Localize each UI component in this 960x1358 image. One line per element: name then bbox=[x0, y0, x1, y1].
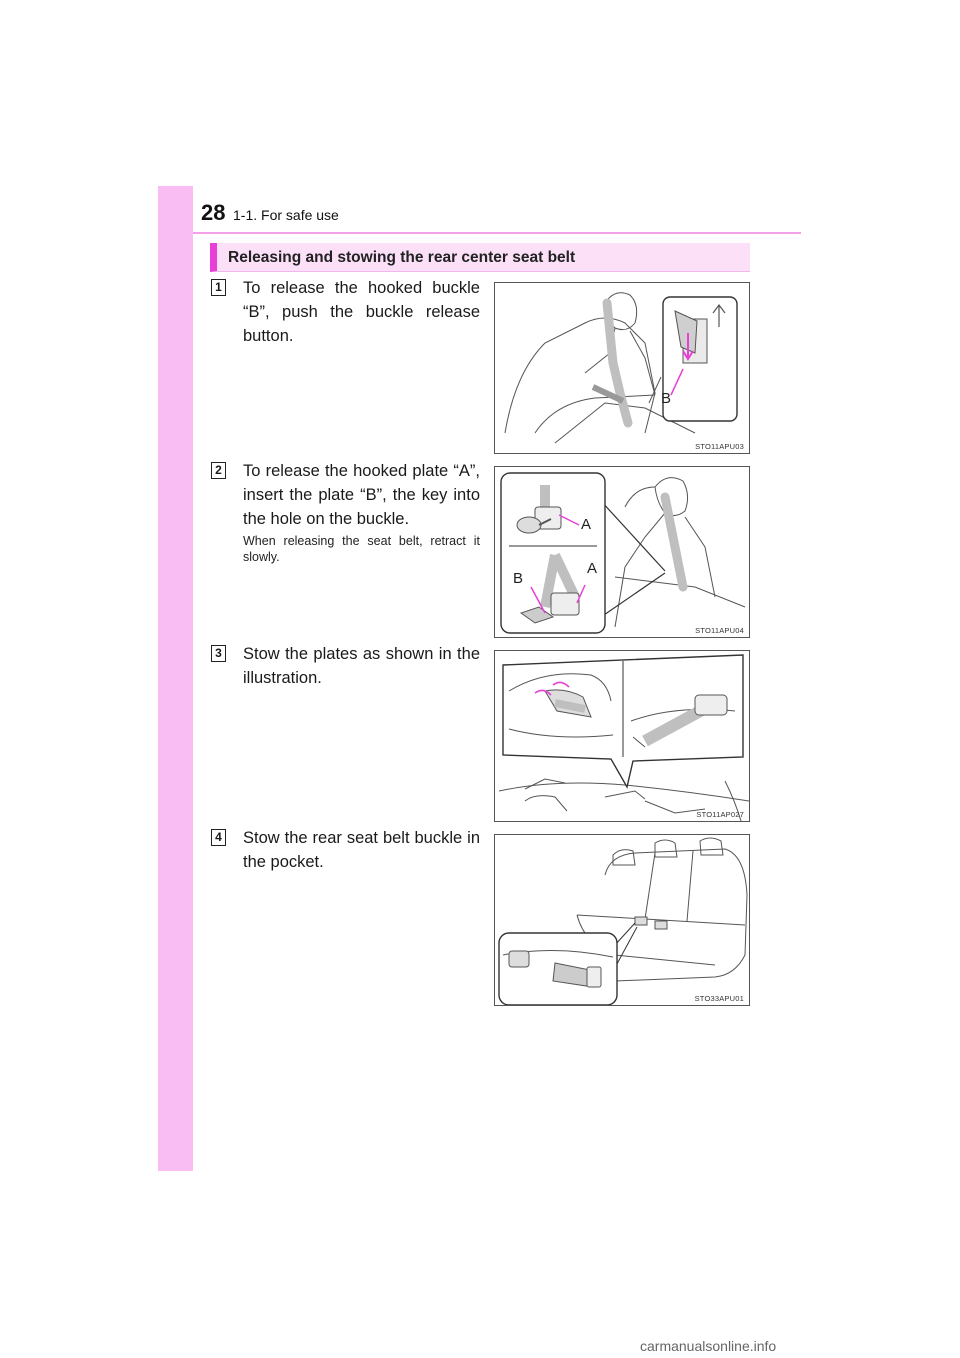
step-text-4: Stow the rear seat belt buckle in the pocket. bbox=[243, 829, 480, 871]
figure-label-a-top: A bbox=[581, 516, 592, 533]
section-title-bar bbox=[210, 243, 750, 272]
figure-release-buckle bbox=[494, 282, 750, 454]
figure-label-b: B bbox=[513, 570, 524, 587]
rear-seat-pocket-illustration bbox=[495, 835, 750, 1006]
figure-stow-buckle bbox=[494, 834, 750, 1006]
page-number: 28 bbox=[201, 200, 226, 225]
step-text-3: Stow the plates as shown in the illustration. bbox=[243, 645, 480, 687]
watermark-text: carmanualsonline.info bbox=[640, 1338, 777, 1354]
step-number-2: 2 bbox=[211, 462, 226, 479]
seat-belt-buckle-illustration bbox=[495, 283, 750, 454]
step-text-1: To release the hooked buckle “B”, push the buckle release button. bbox=[243, 279, 480, 345]
section-reference: 1-1. For safe use bbox=[233, 207, 339, 223]
header-rule bbox=[193, 232, 801, 234]
step-number-3: 3 bbox=[211, 645, 226, 662]
figure-release-plate bbox=[494, 466, 750, 638]
figure-label-a-bottom: A bbox=[587, 560, 598, 577]
figure-label-b: B bbox=[661, 390, 672, 407]
figure-code: STO11APU03 bbox=[695, 442, 744, 451]
figure-stow-plates bbox=[494, 650, 750, 822]
section-title: Releasing and stowing the rear center seat belt bbox=[228, 249, 576, 266]
step-number-1: 1 bbox=[211, 279, 226, 296]
figure-code: STO11AP027 bbox=[696, 810, 744, 819]
figure-code: STO33APU01 bbox=[694, 994, 744, 1003]
step-number-4: 4 bbox=[211, 829, 226, 846]
side-tab bbox=[158, 186, 193, 1171]
plate-release-illustration bbox=[495, 467, 750, 638]
figure-code: STO11APU04 bbox=[695, 626, 744, 635]
step-note-2: When releasing the seat belt, retract it slowly. bbox=[243, 534, 480, 564]
step-text-2: To release the hooked plate “A”, insert the plate “B”, the key into the hole on the buckle. bbox=[243, 462, 480, 528]
stow-plates-illustration bbox=[495, 651, 750, 822]
